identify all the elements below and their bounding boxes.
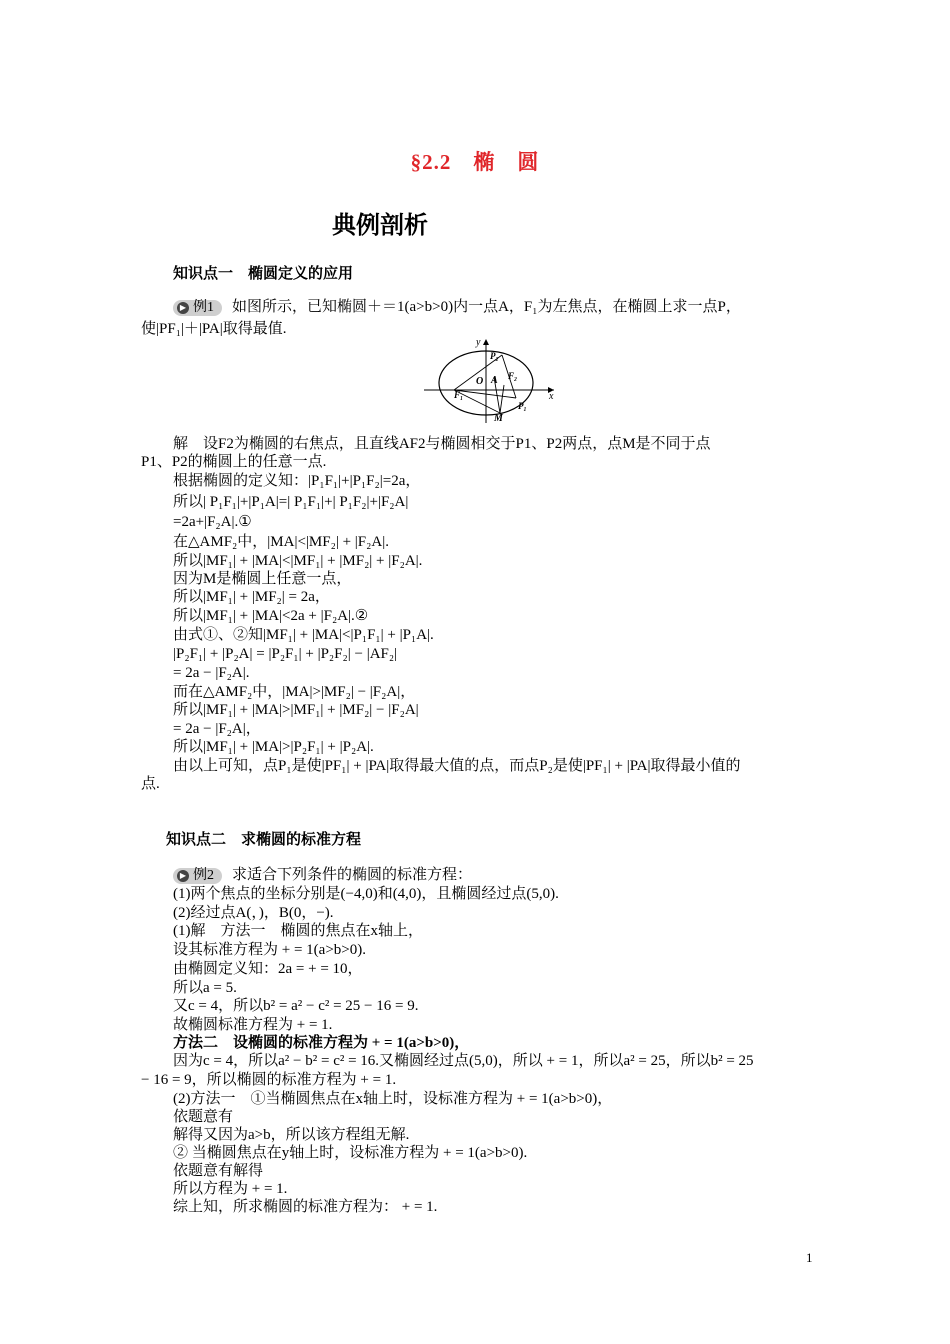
example2-line: 所以方程为 + = 1. — [173, 1181, 288, 1197]
example1-line-0: ▶ 例1 如图所示，已知椭圆＋＝1(a>b>0)内一点A，F₁为左焦点，在椭圆上求一点P， — [173, 298, 741, 316]
example2-line-0: ▶ 例2 求适合下列条件的椭圆的标准方程： — [173, 866, 472, 884]
example2-line: 解得又因为a>b，所以该方程组无解. — [173, 1127, 410, 1143]
fig-label-o: O — [476, 376, 484, 387]
solution1-line: 因为M是椭圆上任意一点， — [173, 571, 352, 587]
example2-line: − 16 = 9，所以椭圆的标准方程为 + = 1. — [141, 1072, 397, 1088]
solution1-line: 所以|MF₁| + |MF₂| = 2a， — [173, 589, 330, 605]
section-subtitle: 典例剖析 — [332, 213, 428, 239]
solution1-line: 所以|MF₁| + |MA|<2a + |F₂A|.② — [173, 608, 369, 624]
solution1-line: 由以上可知，点P₁是使|PF₁| + |PA|取得最大值的点，而点P₂是使|PF₁| + |PA|取得最小值的 — [173, 758, 741, 774]
page-title: §2.2 椭 圆 — [410, 150, 540, 174]
example2-line: 方法二 设椭圆的标准方程为 + = 1(a>b>0)， — [173, 1035, 470, 1051]
fig-label-f2: F₂ — [508, 371, 518, 381]
example2-line: 由椭圆定义知：2a = + = 10， — [173, 961, 363, 977]
solution1-line: = 2a − |F₂A|. — [173, 665, 250, 681]
solution1-line: =2a+|F₂A|.① — [173, 514, 252, 530]
example2-line: (1)两个焦点的坐标分别是(−4,0)和(4,0)，且椭圆经过点(5,0). — [173, 886, 559, 902]
solution1-line: 在△AMF₂中，|MA|<|MF₂| + |F₂A|. — [173, 534, 389, 550]
fig-label-x: x — [549, 391, 554, 402]
example2-line: 综上知，所求椭圆的标准方程为： + = 1. — [173, 1199, 438, 1215]
example-badge: ▶ 例1 — [173, 300, 222, 316]
solution1-line: |P₂F₁| + |P₂A| = |P₂F₁| + |P₂F₂| − |AF₂| — [173, 646, 398, 662]
knowledge-point-2-heading: 知识点二 求椭圆的标准方程 — [166, 832, 362, 848]
solution1-line: P1、P2的椭圆上的任意一点. — [141, 454, 327, 470]
example2-line: 因为c = 4，所以a² − b² = c² = 16.又椭圆经过点(5,0)，所以 + = 1，所以a² = 25，所以b² = 25 — [173, 1053, 754, 1069]
example2-line: 设其标准方程为 + = 1(a>b>0). — [173, 942, 366, 958]
solution1-line: 由式①、②知|MF₁| + |MA|<|P₁F₁| + |P₁A|. — [173, 627, 434, 643]
example2-line: (1)解 方法一 椭圆的焦点在x轴上， — [173, 923, 423, 939]
example2-line: (2)经过点A(，)，B(0，−). — [173, 905, 334, 921]
knowledge-point-1-heading: 知识点一 椭圆定义的应用 — [173, 266, 354, 282]
play-icon: ▶ — [177, 870, 189, 882]
play-icon: ▶ — [177, 302, 189, 314]
fig-label-p1: P₁ — [518, 401, 527, 411]
solution1-line: 所以|MF₁| + |MA|>|MF₁| + |MF₂| − |F₂A| — [173, 702, 419, 718]
page-number: 1 — [806, 1250, 813, 1265]
example1-line-1: 使|PF₁|＋|PA|取得最值. — [141, 321, 287, 337]
ellipse-figure — [424, 335, 564, 425]
fig-label-f1: F₁ — [454, 390, 464, 400]
solution1-line: 解 设F2为椭圆的右焦点，且直线AF2与椭圆相交于P1、P2两点，点M是不同于点 — [173, 436, 711, 452]
solution1-line: 根据椭圆的定义知：|P₁F₁|+|P₁F₂|=2a， — [173, 473, 421, 489]
example-badge: ▶ 例2 — [173, 868, 222, 884]
example2-line: 故椭圆标准方程为 + = 1. — [173, 1017, 333, 1033]
solution1-line: 所以|MF₁| + |MA|>|P₂F₁| + |P₂A|. — [173, 739, 374, 755]
fig-label-a: A — [491, 375, 498, 386]
fig-label-y: y — [476, 337, 481, 348]
solution1-line: 所以|MF₁| + |MA|<|MF₁| + |MF₂| + |F₂A|. — [173, 553, 423, 569]
example2-line: ② 当椭圆焦点在y轴上时，设标准方程为 + = 1(a>b>0). — [173, 1145, 528, 1161]
example2-line: 依题意有解得 — [173, 1163, 264, 1179]
fig-label-m: M — [494, 413, 503, 424]
example2-line: 所以a = 5. — [173, 980, 237, 996]
solution1-line: 点. — [141, 776, 160, 792]
example2-line: 又c = 4，所以b² = a² − c² = 25 − 16 = 9. — [173, 998, 419, 1014]
example2-line: 依题意有 — [173, 1109, 234, 1125]
solution1-line: 所以| P₁F₁|+|P₁A|=| P₁F₁|+| P₁F₂|+|F₂A| — [173, 494, 409, 510]
example2-line: (2)方法一 ①当椭圆焦点在x轴上时，设标准方程为 + = 1(a>b>0)， — [173, 1091, 613, 1107]
solution1-line: = 2a − |F₂A|， — [173, 721, 261, 737]
fig-label-p2: P₂ — [490, 351, 499, 361]
solution1-line: 而在△AMF₂中，|MA|>|MF₂| − |F₂A|， — [173, 684, 416, 700]
